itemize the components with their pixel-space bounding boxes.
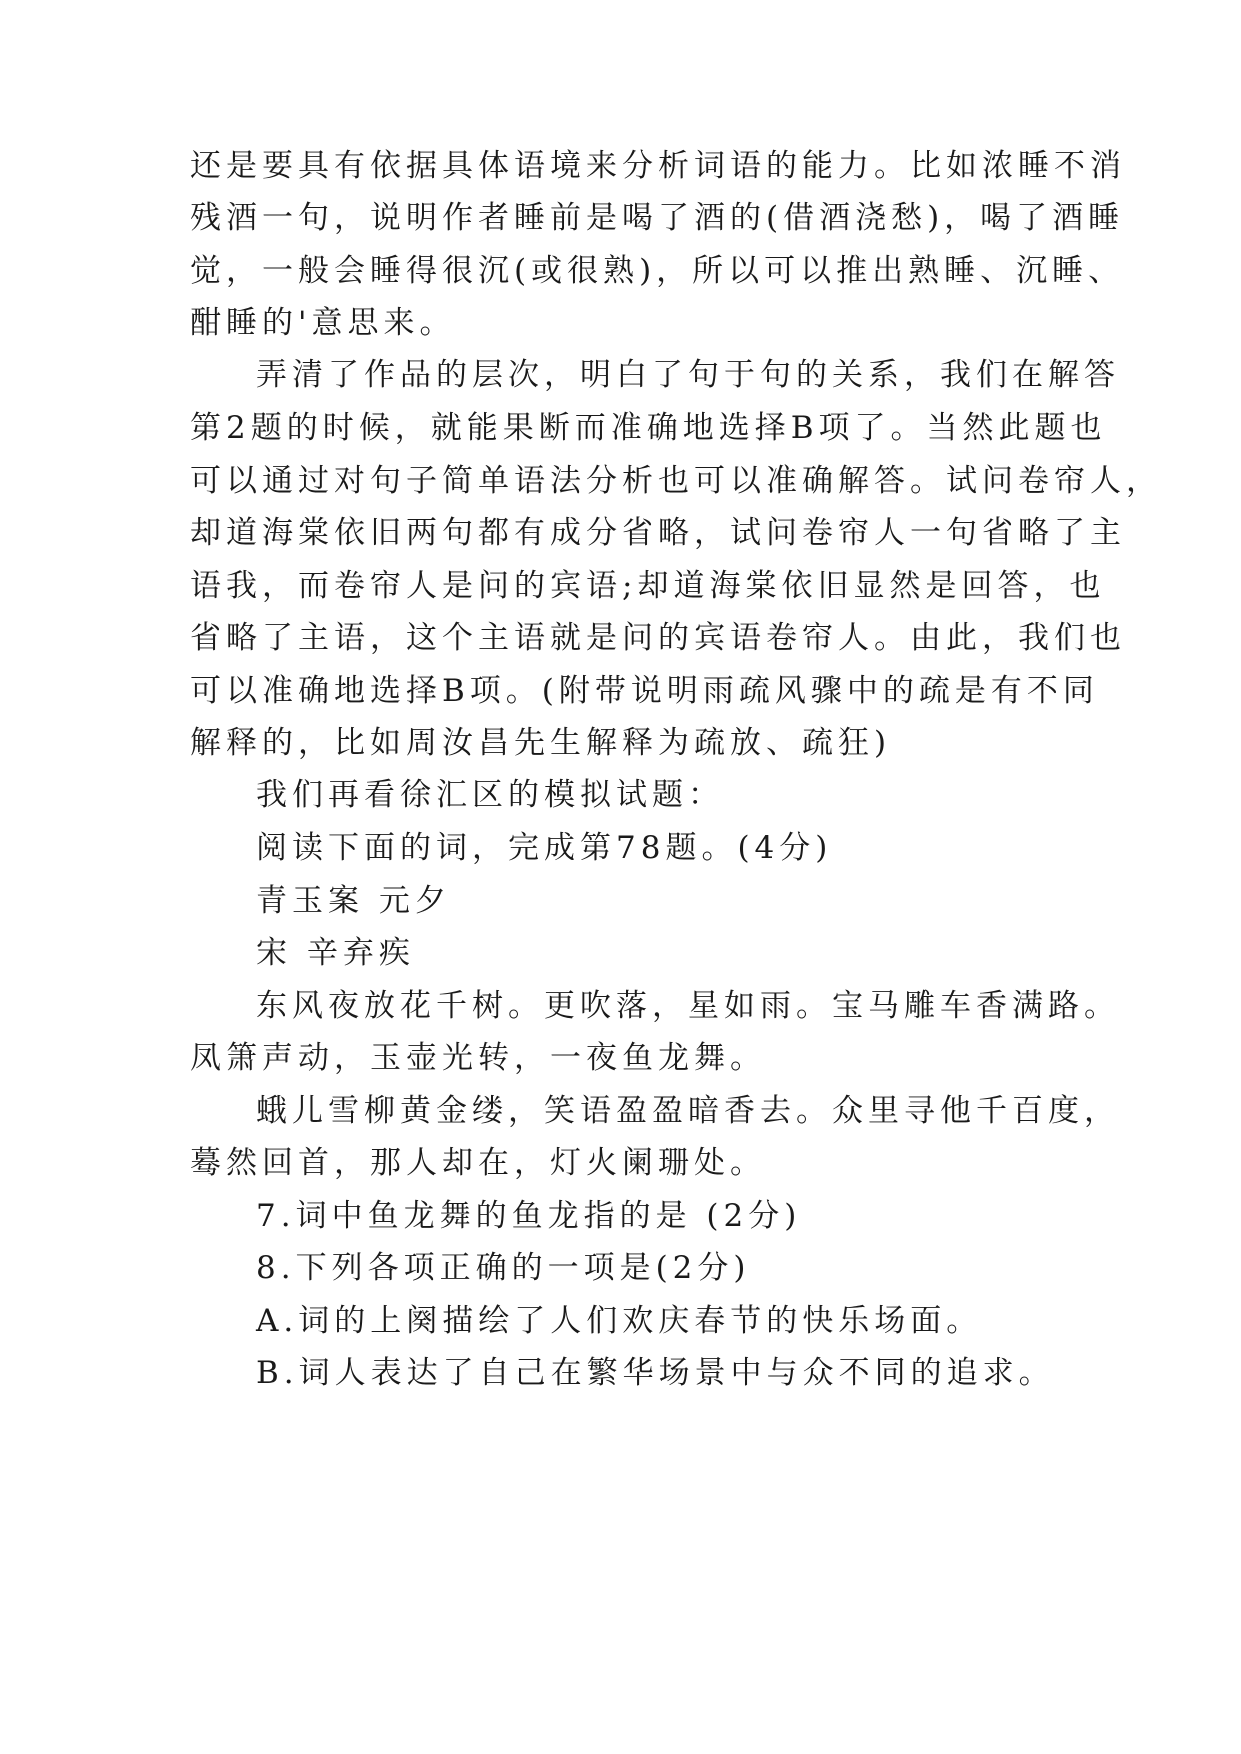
option-b: B.词人表达了自己在繁华场景中与众不同的追求。 — [256, 1355, 1055, 1391]
body-line-9: 语我，而卷帘人是问的宾语;却道海棠依旧显然是回答，也 — [190, 568, 1106, 604]
body-line-7: 可以通过对句子简单语法分析也可以准确解答。试问卷帘人， — [190, 463, 1162, 499]
body-line-2: 残酒一句，说明作者睡前是喝了酒的(借酒浇愁)，喝了酒睡 — [190, 200, 1125, 236]
poem-author: 宋 辛弃疾 — [256, 935, 415, 971]
poem-line-2: 凤箫声动，玉壶光转，一夜鱼龙舞。 — [190, 1040, 766, 1076]
body-line-3: 觉，一般会睡得很沉(或很熟)，所以可以推出熟睡、沉睡、 — [190, 253, 1125, 289]
question-7: 7.词中鱼龙舞的鱼龙指的是 (2分) — [256, 1198, 802, 1234]
body-line-8: 却道海棠依旧两句都有成分省略，试问卷帘人一句省略了主 — [190, 515, 1126, 551]
body-line-1: 还是要具有依据具体语境来分析词语的能力。比如浓睡不消 — [190, 148, 1126, 184]
body-line-12: 解释的，比如周汝昌先生解释为疏放、疏狂) — [190, 725, 892, 761]
body-line-10: 省略了主语，这个主语就是问的宾语卷帘人。由此，我们也 — [190, 620, 1126, 656]
poem-line-1: 东风夜放花千树。更吹落，星如雨。宝马雕车香满路。 — [256, 988, 1120, 1024]
body-line-11: 可以准确地选择B项。(附带说明雨疏风骤中的疏是有不同 — [190, 673, 1099, 709]
question-8: 8.下列各项正确的一项是(2分) — [256, 1250, 751, 1286]
option-a: A.词的上阕描绘了人们欢庆春节的快乐场面。 — [256, 1303, 983, 1339]
body-line-13: 我们再看徐汇区的模拟试题： — [256, 777, 724, 813]
body-line-4: 酣睡的'意思来。 — [190, 305, 456, 341]
poem-line-4: 蓦然回首，那人却在，灯火阑珊处。 — [190, 1145, 766, 1181]
question-instruction: 阅读下面的词，完成第78题。(4分) — [256, 830, 833, 866]
body-line-6: 第2题的时候，就能果断而准确地选择B项了。当然此题也 — [190, 410, 1107, 446]
poem-line-3: 蛾儿雪柳黄金缕，笑语盈盈暗香去。众里寻他千百度， — [256, 1093, 1120, 1129]
poem-title: 青玉案 元夕 — [256, 883, 451, 919]
body-line-5: 弄清了作品的层次，明白了句于句的关系，我们在解答 — [256, 357, 1120, 393]
